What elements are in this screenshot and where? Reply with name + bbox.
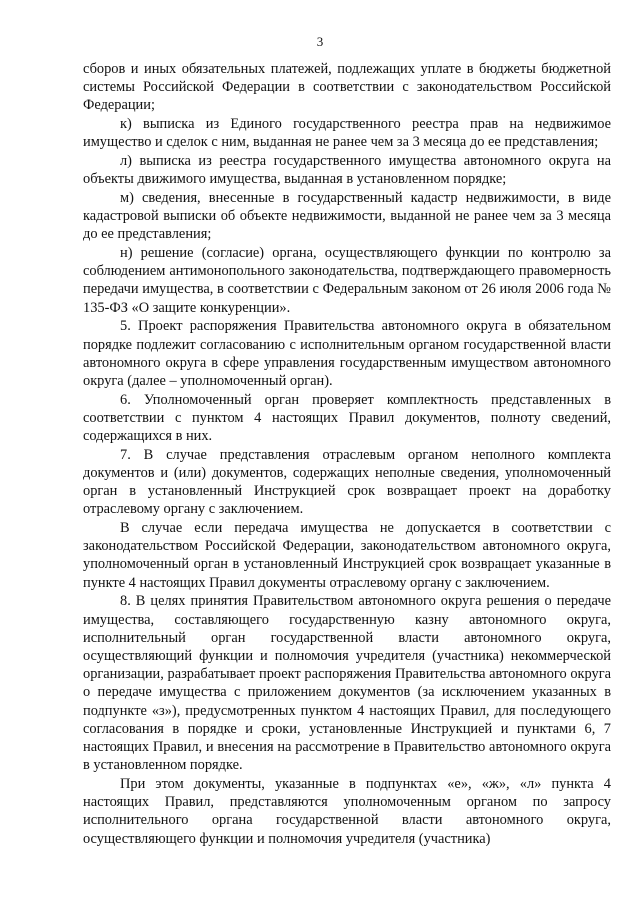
paragraph-item-m: м) сведения, внесенные в государственный кадастр недвижимости, в виде кадастровой выписки об объекте недвижимости, выданной не ранее чем за 3 месяца до ее представления; — [83, 189, 611, 243]
paragraph-clause-7: 7. В случае представления отраслевым органом неполного комплекта документов и (или) документов, содержащих неполные сведения, уполномоченный орган в установленный Инструкцией срок возвращает проект на доработку отраслевому органу с заключением. — [83, 446, 611, 518]
paragraph-clause-7-cont: В случае если передача имущества не допускается в соответствии с законодательством Российской Федерации, законодательством автономного округа, уполномоченный орган в установленный Инструкцией срок возвращает указанные в пункте 4 настоящих Правил документы отраслевому органу с заключением. — [83, 520, 611, 591]
paragraph-clause-6: 6. Уполномоченный орган проверяет комплектность представленных в соответствии с пунктом 4 настоящих Правил документов, полноту сведений, содержащихся в них. — [83, 391, 611, 445]
paragraph-item-n: н) решение (согласие) органа, осуществляющего функции по контролю за соблюдением антимонопольного законодательства, подтверждающего правомерность передачи имущества, в соответствии с Федеральным законом от 26 июля 2006 года № 135-ФЗ «О защите конкуренции». — [83, 245, 611, 316]
document-body — [83, 60, 611, 848]
paragraph-clause-8-cont: При этом документы, указанные в подпунктах «е», «ж», «л» пункта 4 настоящих Правил, представляются уполномоченным органом по запросу исполнительного органа государственной власти автономного округа, осуществляющего функции и полномочия учредителя (участника) — [83, 775, 611, 847]
paragraph-clause-5: 5. Проект распоряжения Правительства автономного округа в обязательном порядке подлежит согласованию с исполнительным органом государственной власти автономного округа в сфере управления государственным имуществом автономного округа (далее – уполномоченный орган). — [83, 318, 611, 389]
paragraph-continuation: сборов и иных обязательных платежей, подлежащих уплате в бюджеты бюджетной системы Российской Федерации в соответствии с законодательством Российской Федерации; — [83, 61, 611, 114]
paragraph-item-k: к) выписка из Единого государственного реестра прав на недвижимое имущество и сделок с ним, выданная не ранее чем за 3 месяца до ее представления; — [83, 116, 611, 151]
paragraph-item-l: л) выписка из реестра государственного имущества автономного округа на объекты движимого имущества, выданная в установленном порядке; — [83, 153, 611, 188]
paragraph-clause-8: 8. В целях принятия Правительством автономного округа решения о передаче имущества, составляющего государственную казну автономного округа, исполнительный орган государственной власти автономного округа, осуществляющий функции и полномочия учредителя (участника) некоммерческой организации, разрабатывает проект распоряжения Правительства автономного округа о передаче имущества с приложением документов (за исключением указанных в подпункте «з»), предусмотренных пунктом 4 настоящих Правил, для последующего согласования в порядке и сроки, установленные Инструкцией и пунктами 6, 7 настоящих Правил, и внесения на рассмотрение в Правительство автономного округа в установленном порядке. — [83, 593, 611, 774]
page-number: 3 — [316, 34, 324, 49]
